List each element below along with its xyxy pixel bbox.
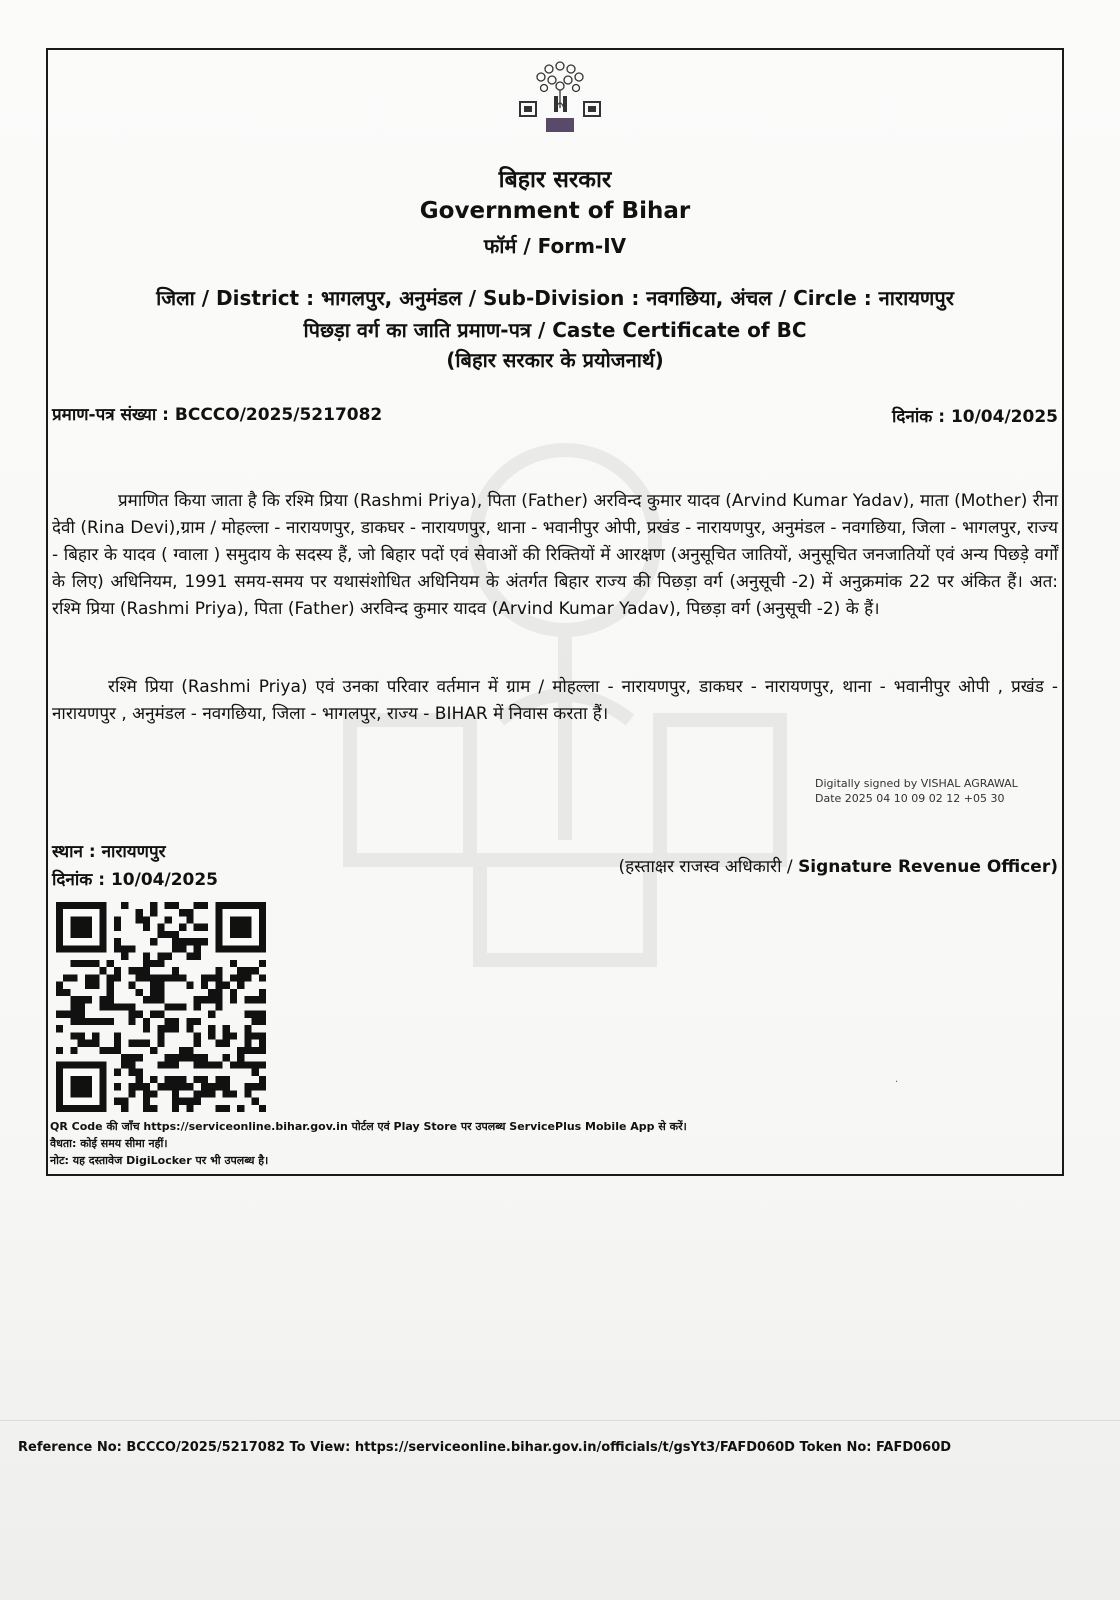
signature-label — [619, 854, 1058, 877]
place: स्थान : नारायणपुर — [52, 842, 166, 862]
form-number: फॉर्म / Form-IV — [483, 234, 627, 258]
digital-signature-signer: Digitally signed by VISHAL AGRAWAL — [815, 777, 1018, 790]
note-qr-verification: QR Code की जाँच https://serviceonline.bihar.gov.in पोर्टल एवं Play Store पर उपलब्ध ServicePlus Mobile App से करें। — [50, 1120, 687, 1133]
verification-notes — [50, 1118, 687, 1169]
location-line: जिला / District : भागलपुर, अनुमंडल / Sub-Division : नवगछिया, अंचल / Circle : नारायणपुर — [156, 286, 954, 310]
reference-line: Reference No: BCCCO/2025/5217082 To View: https://serviceonline.bihar.gov.in/officials/t/gsYt3/FAFD060D Token No: FAFD060D — [18, 1440, 952, 1455]
issue-date: दिनांक : 10/04/2025 — [52, 870, 219, 890]
certificate-date: दिनांक : 10/04/2025 — [891, 407, 1058, 427]
certificate-title: पिछड़ा वर्ग का जाति प्रमाण-पत्र / Caste Certificate of BC — [303, 318, 807, 342]
signature-label-hindi: (हस्ताक्षर राजस्व अधिकारी / — [618, 857, 799, 877]
certification-paragraph: प्रमाणित किया जाता है कि रश्मि प्रिया (Rashmi Priya), पिता (Father) अरविन्द कुमार यादव (Arvind Kumar Yadav), माता (Mother) रीना देवी (Rina Devi),ग्राम / मोहल्ला - नारायणपुर, डाकघर - नारायणपुर, थाना - भवानीपुर ओपी, प्रखंड - नारायणपुर, अनुमंडल - नवगछिया, जिला - भागलपुर, राज्य - बिहार के यादव ( ग्वाला ) समुदाय के सदस्य हैं, जो बिहार पदों एवं सेवाओं की रिक्तियों में आरक्षण (अनुसूचित जातियों, अनुसूचित जनजातियों एवं अन्य पिछड़े वर्गों के लिए) अधिनियम, 1991 समय-समय पर यथासंशोधित अधिनियम के अंतर्गत बिहार राज्य की पिछड़ा वर्ग (अनुसूची -2) में अनुक्रमांक 22 पर अंकित हैं। अत: रश्मि प्रिया (Rashmi Priya), पिता (Father) अरविन्द कुमार यादव (Arvind Kumar Yadav), पिछड़ा वर्ग (अनुसूची -2) के हैं। — [52, 491, 1058, 619]
government-title-english: Government of Bihar — [419, 198, 691, 224]
stray-mark: · — [895, 1077, 899, 1088]
note-digilocker: नोट: यह दस्तावेज DigiLocker पर भी उपलब्ध है। — [50, 1154, 269, 1167]
bihar-emblem-icon — [516, 56, 604, 140]
digital-signature-stamp — [815, 776, 1018, 806]
place-date-block — [52, 838, 218, 894]
note-validity: वैधता: कोई समय सीमा नहीं। — [50, 1137, 168, 1150]
signature-label-english: Signature Revenue Officer) — [798, 857, 1058, 877]
qr-code-icon[interactable] — [56, 902, 266, 1112]
digital-signature-date: Date 2025 04 10 09 02 12 +05 30 — [815, 792, 1005, 805]
certificate-number: प्रमाण-पत्र संख्या : BCCCO/2025/5217082 — [52, 405, 383, 425]
government-title-hindi: बिहार सरकार — [498, 167, 612, 193]
page-divider — [0, 1420, 1120, 1421]
residence-paragraph: रश्मि प्रिया (Rashmi Priya) एवं उनका परिवार वर्तमान में ग्राम / मोहल्ला - नारायणपुर, डाकघर - नारायणपुर, थाना - भवानीपुर ओपी , प्रखंड - नारायणपुर , अनुमंडल - नवगछिया, जिला - भागलपुर, राज्य - BIHAR में निवास करता हैं। — [52, 677, 1058, 724]
certificate-purpose: (बिहार सरकार के प्रयोजनार्थ) — [446, 348, 664, 372]
